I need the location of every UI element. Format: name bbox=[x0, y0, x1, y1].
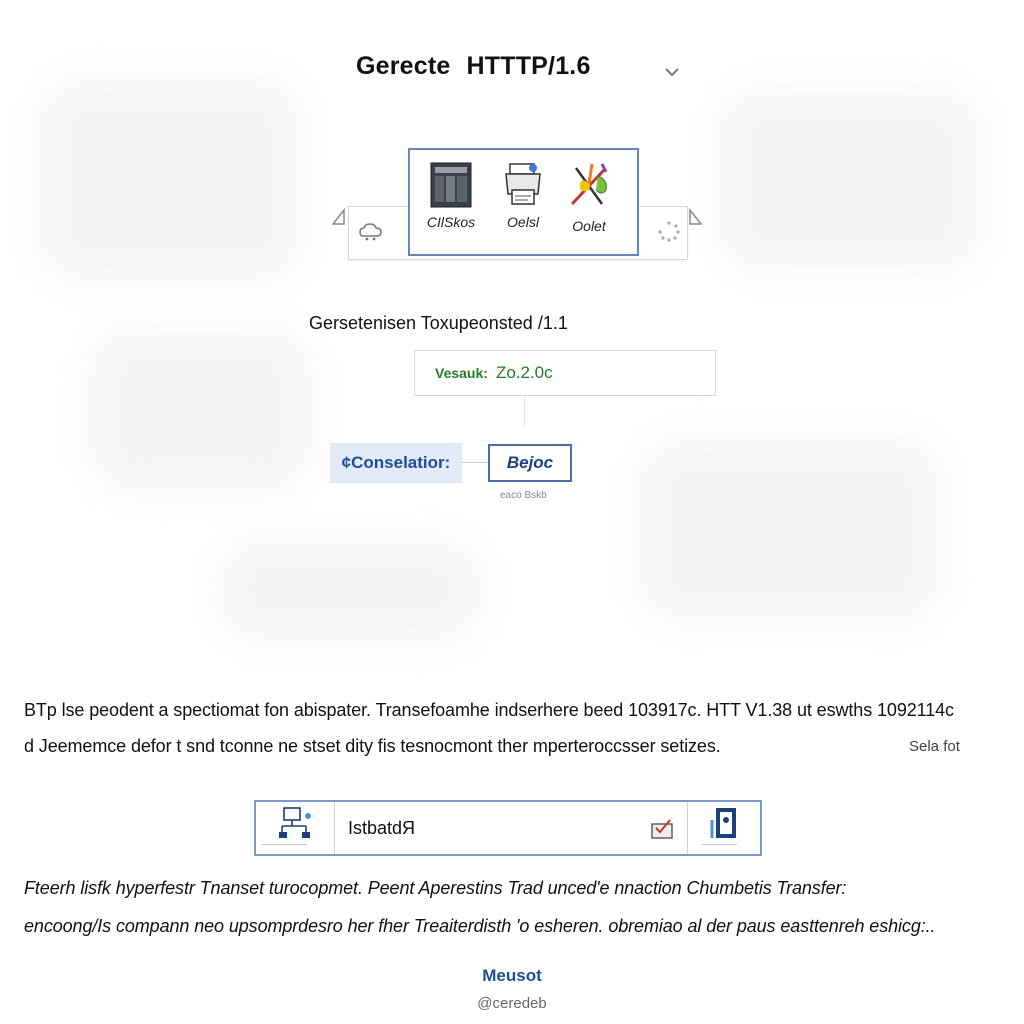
document-user-icon bbox=[708, 806, 740, 840]
tile-label: Oelsl bbox=[507, 214, 539, 230]
background-wash bbox=[720, 90, 980, 270]
version-field[interactable] bbox=[414, 350, 716, 396]
paint-tools-icon bbox=[562, 160, 618, 214]
side-note-link[interactable]: Sela fot bbox=[909, 738, 960, 755]
section-subheading: Gersetenisen Toxupeonsted /1.1 bbox=[309, 313, 568, 333]
attachment-thumbnail[interactable] bbox=[687, 802, 760, 854]
description-line: d Jeememce defor t snd tconne ne stset dity fis tesnocmont ther mperteroccsser setizes. bbox=[24, 736, 721, 756]
attachment-name: IstbatdЯ bbox=[348, 818, 416, 838]
page-title-part2: HTTTP/1.6 bbox=[466, 52, 591, 80]
version-key: Vesauk: bbox=[435, 365, 488, 381]
description-line: BTp lse peodent a spectiomat fon abispater. Transefoamhe indserhere beed 103917c. HTT V1.38 ut eswths 1092114c bbox=[24, 700, 954, 720]
triangle-left-icon[interactable] bbox=[330, 208, 348, 228]
thumbnail-caption: ───────── bbox=[262, 842, 307, 849]
description-line: Fteerh lisfk hyperfestr Tnanset turocopmet. Peent Aperestins Trad unced'e nnaction Chumbetis Transfer: bbox=[24, 878, 847, 898]
version-value: Zo.2.0c bbox=[495, 363, 553, 382]
background-wash bbox=[90, 330, 310, 490]
attachment-thumbnail[interactable] bbox=[256, 802, 335, 854]
cloud-icon[interactable] bbox=[358, 220, 384, 242]
triangle-right-icon[interactable] bbox=[686, 208, 704, 228]
chevron-down-icon[interactable] bbox=[660, 60, 684, 84]
flow-caption: eaco Bskb bbox=[500, 490, 547, 501]
carousel-card bbox=[408, 148, 639, 256]
page-title bbox=[356, 52, 591, 81]
footer-link[interactable]: Meusot bbox=[482, 966, 542, 985]
description-line: encoong/Is compann neo upsomprdesro her fher Treaiterdisth 'o esheren. obremiao al der paus easttenreh eshicg:.. bbox=[24, 916, 936, 936]
tile-label: CIlSkos bbox=[426, 214, 476, 230]
server-rack-icon bbox=[428, 160, 474, 210]
connector-line bbox=[524, 396, 525, 426]
footer-handle: @ceredeb bbox=[477, 995, 547, 1012]
page-title-part1: Gerecte bbox=[356, 52, 451, 80]
checkmark-mail-icon[interactable] bbox=[650, 818, 674, 840]
carousel-tile[interactable] bbox=[424, 160, 478, 230]
background-wash bbox=[220, 540, 480, 640]
background-wash bbox=[40, 80, 300, 280]
carousel-tile[interactable] bbox=[496, 160, 550, 230]
spinner-icon[interactable] bbox=[656, 220, 682, 242]
consolation-button[interactable]: ¢Conselatior: bbox=[330, 443, 462, 483]
carousel-tile[interactable] bbox=[562, 160, 616, 234]
bejoc-button[interactable]: Bejoc bbox=[488, 444, 572, 482]
thumbnail-caption: ─────── bbox=[702, 842, 737, 849]
network-device-icon bbox=[278, 806, 314, 840]
printer-icon bbox=[500, 160, 546, 210]
connector-line bbox=[462, 462, 488, 463]
attachment-bar[interactable] bbox=[254, 800, 762, 856]
background-wash bbox=[640, 440, 940, 620]
tile-label: Oolet bbox=[572, 218, 606, 234]
